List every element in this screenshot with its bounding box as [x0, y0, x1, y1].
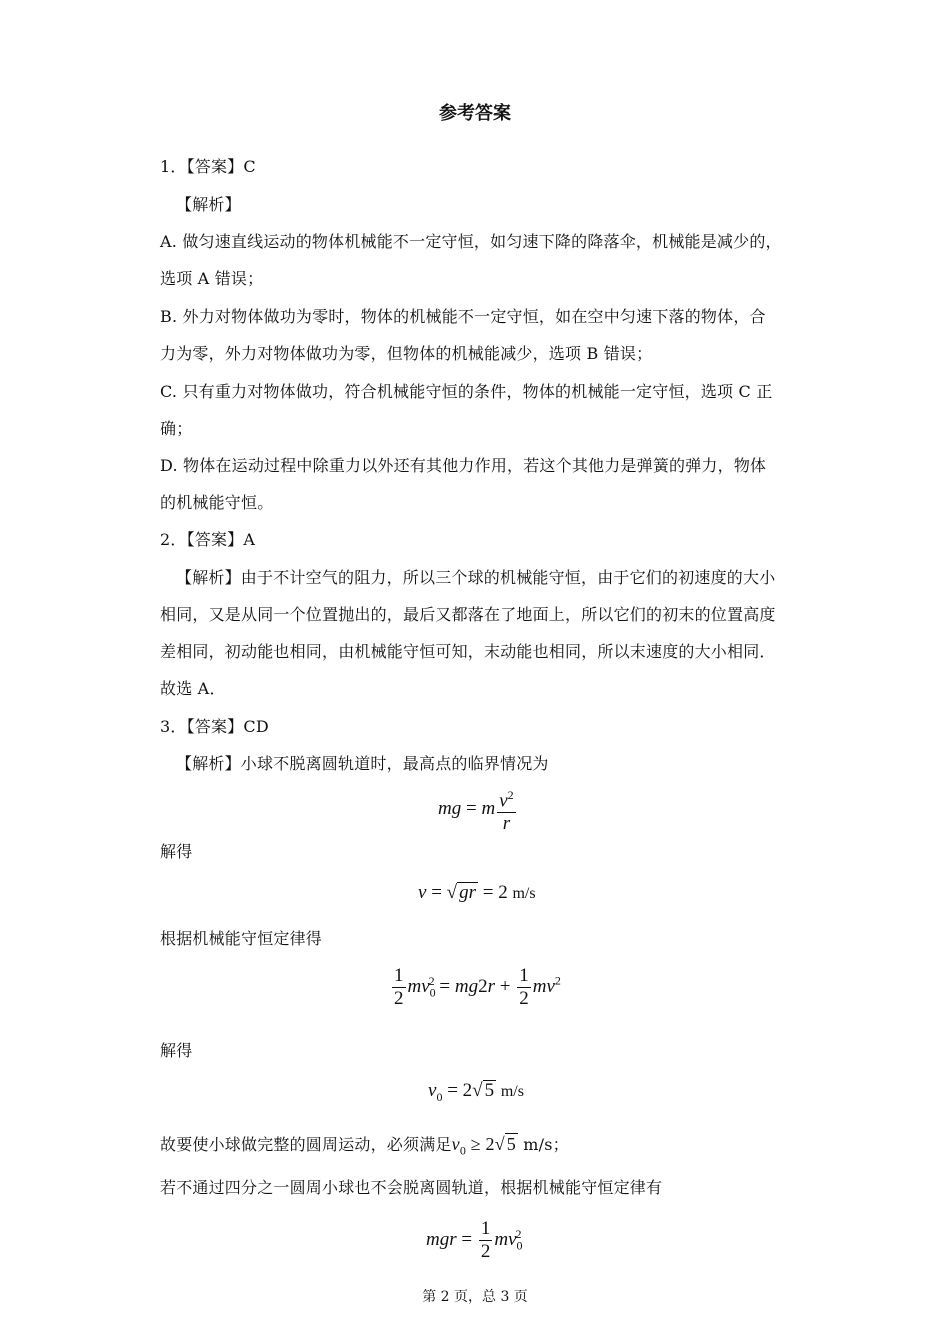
q1-answer: 1．【答案】C: [160, 157, 256, 176]
q1-option-a-line1: A. 做匀速直线运动的物体机械能不一定守恒，如匀速下降的降落伞，机械能是减少的，: [160, 232, 782, 251]
q2-analysis-line3: 差相同，初动能也相同，由机械能守恒可知，末动能也相同，所以末速度的大小相同．: [160, 642, 776, 661]
q2-analysis-line2: 相同，又是从同一个位置抛出的，最后又都落在了地面上，所以它们的初末的位置高度: [160, 605, 776, 624]
q3-condition-text: 故要使小球做完整的圆周运动，必须满足: [160, 1135, 452, 1154]
q3-law: 根据机械能守恒定律得: [160, 929, 323, 948]
q3-condition-line: 故要使小球做完整的圆周运动，必须满足$v_0 \ge 2√$ 5 m/s；: [160, 1134, 569, 1158]
q3-last-line: 若不通过四分之一圆周小球也不会脱离圆轨道，根据机械能守恒定律有: [160, 1178, 663, 1197]
q1-option-c-line2: 确；: [160, 419, 193, 438]
formula-energy-conservation: $\frac{1}{2}$ $mv_0^2 = mg2r$ + $\frac{1}{2}$ $mv^2$: [394, 965, 561, 1009]
formula-centripetal: mg = m $\frac{v^2}{r}$: [438, 784, 518, 835]
formula-velocity: v = √ gr = 2 m/s: [418, 882, 536, 903]
q2-analysis-line4: 故选 A．: [160, 679, 226, 698]
q1-option-b-line1: B. 外力对物体做功为零时，物体的机械能不一定守恒，如在空中匀速下落的物体，合: [160, 307, 766, 326]
unit-ms: m/s: [512, 885, 536, 902]
q3-answer: 3．【答案】CD: [160, 717, 269, 736]
q2-answer: 2．【答案】A: [160, 530, 256, 549]
q1-option-d-line1: D. 物体在运动过程中除重力以外还有其他力作用，若这个其他力是弹簧的弹力，物体: [160, 456, 767, 475]
q3-condition-unit: m/s；: [523, 1135, 569, 1154]
q1-option-d-line2: 的机械能守恒。: [160, 493, 274, 512]
page-footer: 第 2 页，总 3 页: [422, 1289, 528, 1305]
q3-jiede-1: 解得: [160, 842, 193, 861]
q3-jiede-2: 解得: [160, 1041, 193, 1060]
q1-option-a-line2: 选项 A 错误；: [160, 269, 264, 288]
q1-analysis-label: 【解析】: [176, 195, 241, 214]
q2-analysis-line1: 【解析】由于不计空气的阻力，所以三个球的机械能守恒，由于它们的初速度的大小: [176, 568, 776, 587]
page-title: 参考答案: [439, 103, 511, 124]
q1-option-c-line1: C. 只有重力对物体做功，符合机械能守恒的条件，物体的机械能一定守恒，选项 C 正: [160, 382, 773, 401]
unit-ms-2: m/s: [500, 1083, 524, 1100]
q1-option-b-line2: 力为零，外力对物体做功为零，但物体的机械能减少，选项 B 错误；: [160, 344, 653, 363]
formula-quarter-circle: mgr = $\frac{1}{2}$ $mv_0^2$: [426, 1218, 523, 1262]
q3-analysis-line1: 【解析】小球不脱离圆轨道时，最高点的临界情况为: [176, 754, 549, 773]
formula-v0: $v_0 = 2√$ 5 m/s: [428, 1080, 524, 1104]
